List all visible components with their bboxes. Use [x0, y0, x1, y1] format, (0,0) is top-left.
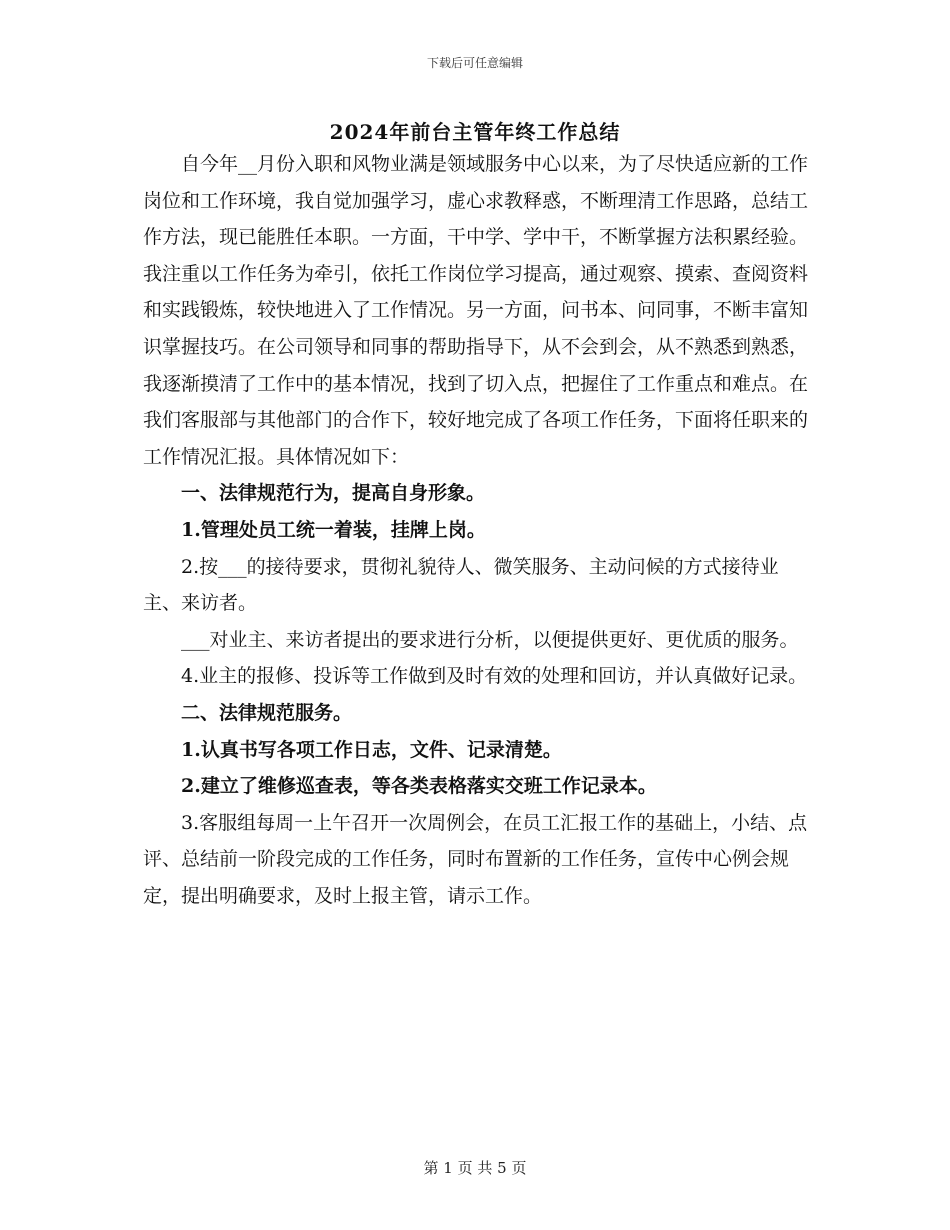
section-1-item-4: 4.业主的报修、投诉等工作做到及时有效的处理和回访，并认真做好记录。 [181, 665, 808, 688]
section-1-item-2: 2.按___的接待要求，贯彻礼貌待人、微笑服务、主动问候的方式接待业主、来访者。 [143, 555, 779, 615]
document-body [143, 146, 808, 914]
section-1-item-3: ___对业主、来访者提出的要求进行分析，以便提供更好、更优质的服务。 [181, 628, 799, 651]
header-note: 下载后可任意编辑 [426, 56, 523, 70]
section-heading-2: 二、法律规范服务。 [181, 701, 353, 724]
section-1-item-1: 1.管理处员工统一着装，挂牌上岗。 [181, 518, 486, 541]
section-2-item-3: 3.客服组每周一上午召开一次周例会，在员工汇报工作的基础上，小结、点评、总结前一阶段完成的工作任务，同时布置新的工作任务，宣传中心例会规定，提出明确要求，及时上报主管，请示工作。 [143, 811, 808, 907]
section-2-item-2: 2.建立了维修巡查表，等各类表格落实交班工作记录本。 [181, 775, 657, 798]
intro-paragraph: 自今年__月份入职和风物业满是领域服务中心以来，为了尽快适应新的工作岗位和工作环境，我自觉加强学习，虚心求教释惑，不断理清工作思路，总结工作方法，现已能胜任本职。一方面，干中学、学中干，不断掌握方法积累经验。我注重以工作任务为牵引，依托工作岗位学习提高，通过观察、摸索、查阅资料和实践锻炼，较快地进入了工作情况。另一方面，问书本、问同事，不断丰富知识掌握技巧。在公司领导和同事的帮助指导下，从不会到会，从不熟悉到熟悉，我逐渐摸清了工作中的基本情况，找到了切入点，把握住了工作重点和难点。在我们客服部与其他部门的合作下，较好地完成了各项工作任务，下面将任职来的工作情况汇报。具体情况如下： [143, 153, 809, 468]
section-2-item-1: 1.认真书写各项工作日志，文件、记录清楚。 [181, 738, 562, 761]
page-footer: 第 1 页 共 5 页 [423, 1159, 527, 1177]
section-heading-1: 一、法律规范行为，提高自身形象。 [181, 482, 486, 505]
document-title: 2024年前台主管年终工作总结 [329, 120, 621, 144]
